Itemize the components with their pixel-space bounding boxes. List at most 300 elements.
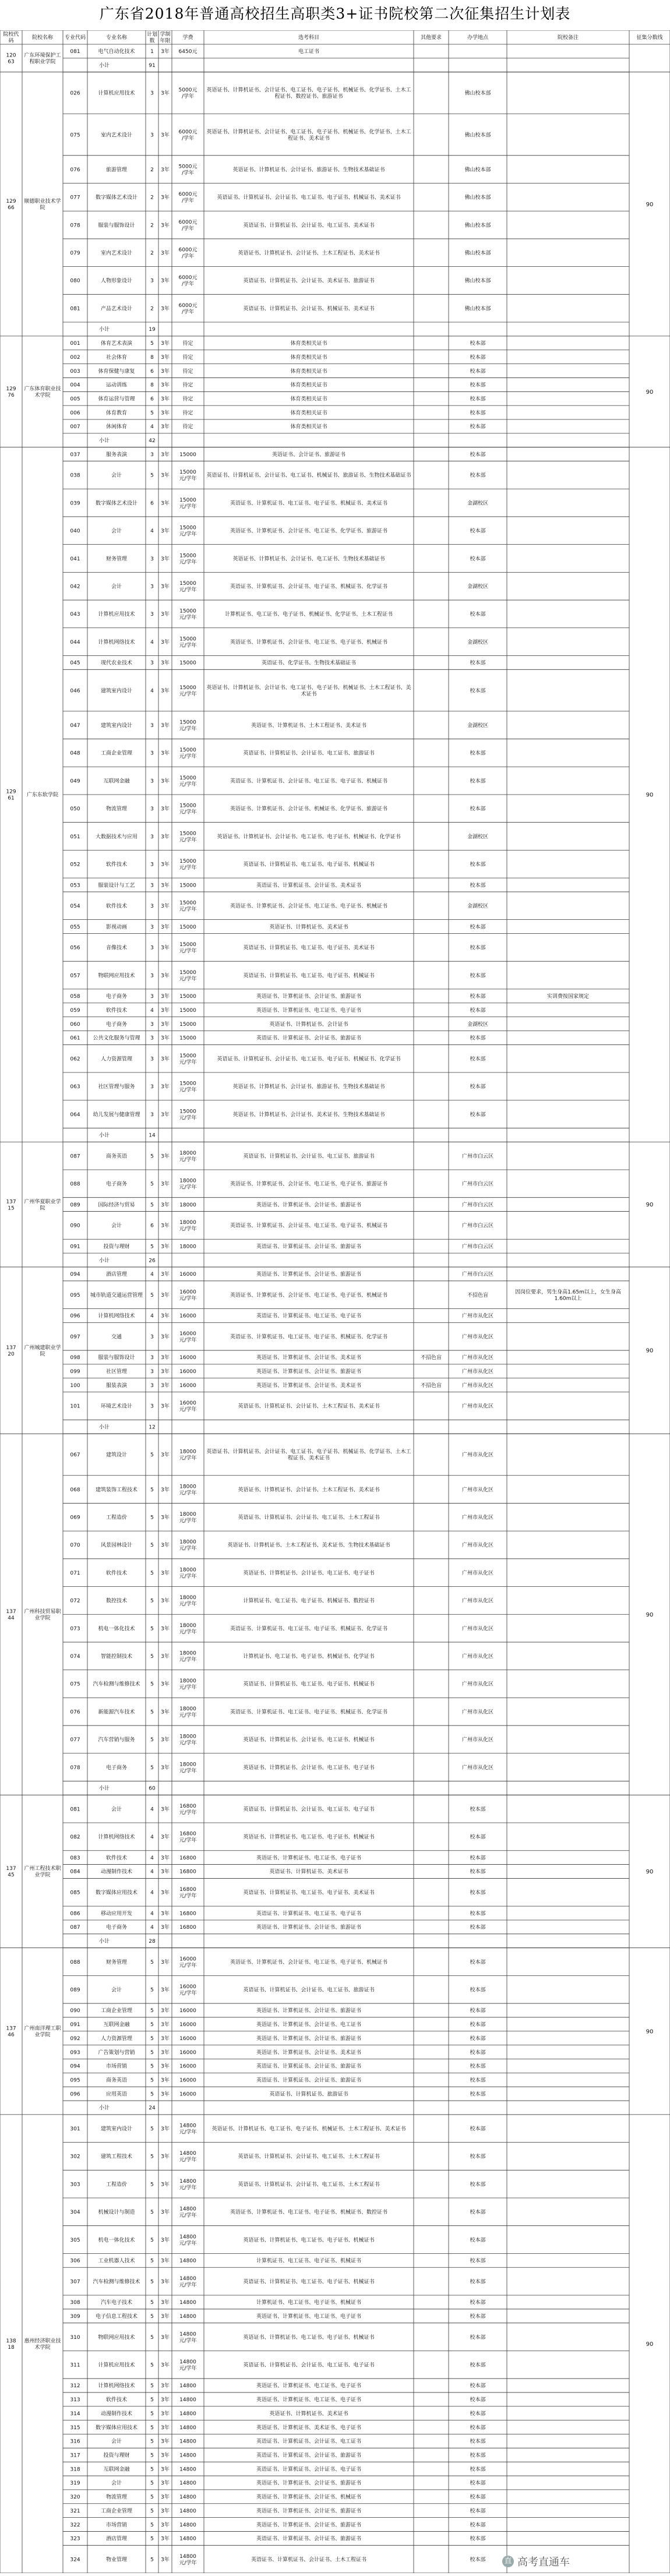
cell-place: 校本部 <box>470 2126 486 2132</box>
cell-place: 金湖校区 <box>467 500 489 507</box>
cell-plan: 5 <box>150 2237 154 2243</box>
cell-fee: 18000 <box>179 1202 196 1208</box>
cell-major: 国际经济与贸易 <box>98 1202 135 1208</box>
cell-fee: 15000 元/学年 <box>179 942 197 955</box>
cell-years: 3年 <box>161 2425 170 2431</box>
cell-fee: 16000 元/学年 <box>179 1331 197 1343</box>
cell-fee: 6450元 <box>178 49 198 55</box>
cell-major: 建筑设计 <box>105 1452 128 1459</box>
header-years: 学制年限 <box>160 31 171 44</box>
cell-fee: 14800 <box>179 2522 196 2528</box>
cell-major: 会计 <box>111 1223 122 1229</box>
cell-years: 3年 <box>161 1515 170 1521</box>
cell-subjects: 英语证书、计算机证书、会计证书、电工证书、电子证书、机械证书、化学证书、土木工程证书、数控证书、旅游证书 <box>206 87 411 100</box>
cell-place: 金湖校区 <box>467 722 489 729</box>
cell-subjects: 计算机证书、电工证书、电子证书、机械证书、化学证书、土木工程证书 <box>224 612 393 618</box>
cell-fee: 15000 元/学年 <box>179 747 197 760</box>
cell-plan: 4 <box>150 1911 154 1917</box>
cell-plan: 4 <box>150 1834 154 1841</box>
cell-major: 建筑室内设计 <box>100 2126 133 2132</box>
cell-plan: 5 <box>150 1959 154 1965</box>
cell-major: 服装与服饰设计 <box>98 223 135 229</box>
cell-major: 应用英语 <box>105 2091 128 2098</box>
header-major: 专业名称 <box>105 35 128 41</box>
cell-major: 会计 <box>111 584 122 590</box>
cell-plan: 3 <box>150 660 154 666</box>
subtotal-value: 12 <box>149 1424 156 1431</box>
subtotal-value: 91 <box>149 63 156 69</box>
cell-place: 校本部 <box>470 924 486 930</box>
cell-years: 3年 <box>161 1313 170 1319</box>
cell-years: 3年 <box>161 1452 170 1459</box>
cell-no: 321 <box>70 2508 80 2514</box>
cell-no: 088 <box>70 1959 80 1965</box>
cell-subjects: 英语证书、计算机证书、会计证书、电工证书 <box>256 2439 362 2445</box>
cell-place: 校本部 <box>470 973 486 979</box>
cell-major: 酒店管理 <box>105 2536 128 2542</box>
cell-years: 3年 <box>161 1153 170 1160</box>
cell-fee: 15000 元/学年 <box>179 858 197 871</box>
cell-fee: 18000 元/学年 <box>179 1567 197 1580</box>
cell-no: 097 <box>70 1334 80 1340</box>
cell-plan: 5 <box>150 2063 154 2070</box>
cell-subjects: 英语证书、计算机证书、会计证书、旅游证书 <box>256 1925 362 1931</box>
cell-place: 广州市从化区 <box>461 1452 494 1459</box>
cell-years: 3年 <box>161 2126 170 2132</box>
subtotal-value: 28 <box>149 1938 156 1945</box>
cell-major: 互联网金融 <box>103 778 130 785</box>
cell-place: 广州市从化区 <box>461 1654 494 1660</box>
cell-fee: 18000 元/学年 <box>179 1622 197 1635</box>
cell-subjects: 英语证书、计算机证书、电工证书、电子证书、机械证书 <box>243 2279 375 2285</box>
document-title: 广东省2018年普通高校招生高职类3+证书院校第二次征集招生计划表 <box>99 5 571 22</box>
cell-place: 广州市从化区 <box>461 1355 494 1361</box>
cell-subjects: 体育类相关证书 <box>290 424 327 430</box>
cell-subjects: 英语证书、计算机证书、电工证书、电子证书 <box>256 1911 362 1917</box>
cell-major: 物业管理 <box>105 2557 128 2563</box>
cell-place: 校本部 <box>470 862 486 868</box>
header-place: 办学地点 <box>467 35 489 41</box>
cell-place: 广州市从化区 <box>461 1487 494 1493</box>
cell-subjects: 英语证书、计算机证书、电工证书、电子证书、机械证书、化学证书 <box>230 1626 388 1632</box>
cell-years: 3年 <box>161 612 170 618</box>
cell-major: 机电一体化技术 <box>98 1626 135 1632</box>
cell-no: 026 <box>70 90 80 97</box>
cell-major: 互联网金融 <box>103 2022 130 2028</box>
cell-fee: 15000 元/学年 <box>179 803 197 816</box>
watermark: 直 高考直通车 <box>502 2554 570 2569</box>
cell-subjects: 英语证书、计算机证书、会计证书、电工证书、电子证书 <box>243 1570 375 1576</box>
cell-plan: 5 <box>150 2397 154 2404</box>
cell-no: 308 <box>70 2300 80 2306</box>
cell-major: 电子商务 <box>105 1021 128 1028</box>
cell-major: 人物形象设计 <box>100 278 133 284</box>
cell-major: 动漫制作技术 <box>100 2411 133 2417</box>
school-code: 137 15 <box>6 1199 16 1212</box>
cell-fee: 16000 <box>179 2022 196 2028</box>
cell-place: 佛山校本部 <box>464 195 491 201</box>
cell-place: 校本部 <box>470 2494 486 2501</box>
cell-years: 3年 <box>161 2494 170 2501</box>
cell-plan: 5 <box>150 1626 154 1632</box>
subtotal-label: 小计 <box>98 1132 110 1139</box>
cell-plan: 3 <box>150 451 154 458</box>
cell-years: 3年 <box>161 1084 170 1091</box>
cell-no: 056 <box>70 945 80 951</box>
cell-major: 音像技术 <box>105 945 128 951</box>
cell-place: 校本部 <box>470 2536 486 2542</box>
cell-years: 3年 <box>161 2049 170 2056</box>
cell-major: 数控技术 <box>105 1598 128 1604</box>
score-line: 90 <box>646 792 654 799</box>
cell-subjects: 英语证书、计算机证书、会计证书、电工证书、旅游证书 <box>243 1153 375 1160</box>
cell-place: 广州市从化区 <box>461 1765 494 1771</box>
cell-subjects: 英语证书、计算机证书、会计证书、旅游证书、生物技术基础证书 <box>232 167 385 173</box>
cell-plan: 5 <box>150 2536 154 2542</box>
cell-fee: 14800 <box>179 2494 196 2501</box>
cell-years: 3年 <box>161 1056 170 1063</box>
cell-no: 007 <box>70 424 80 430</box>
cell-fee: 16000 <box>179 1313 196 1319</box>
cell-years: 3年 <box>161 2480 170 2487</box>
cell-years: 3年 <box>161 167 170 173</box>
subtotal-label: 小计 <box>98 1424 110 1431</box>
cell-years: 3年 <box>161 223 170 229</box>
cell-subjects: 英语证书、计算机证书、会计证书、土木工程证书、美术证书 <box>238 1403 380 1410</box>
subtotal-label: 小计 <box>98 1938 110 1945</box>
cell-subjects: 英语证书、计算机证书、会计证书、旅游证书、生物技术基础证书 <box>232 1084 385 1091</box>
cell-fee: 18000 元/学年 <box>179 1706 197 1718</box>
cell-no: 310 <box>70 2334 80 2341</box>
cell-place: 校本部 <box>470 2035 486 2042</box>
cell-place: 校本部 <box>470 2258 486 2264</box>
cell-major: 数字媒体应用技术 <box>95 1890 138 1896</box>
cell-subjects: 英语证书、计算机证书、会计证书、电子证书、机械证书、化学证书 <box>230 584 388 590</box>
cell-years: 3年 <box>161 750 170 757</box>
cell-no: 006 <box>70 410 80 417</box>
cell-subjects: 英语证书、计算机证书、会计证书、电工证书、土木工程证书 <box>238 2154 380 2160</box>
cell-plan: 3 <box>150 1355 154 1361</box>
cell-major: 影视动画 <box>105 924 128 930</box>
cell-subjects: 英语证书、计算机证书、电工证书、电子证书 <box>256 2397 362 2404</box>
cell-plan: 3 <box>150 1021 154 1028</box>
cell-fee: 18000 元/学年 <box>179 1539 197 1552</box>
cell-years: 3年 <box>161 883 170 889</box>
cell-plan: 5 <box>150 2362 154 2369</box>
cell-fee: 14800 <box>179 2313 196 2320</box>
cell-no: 096 <box>70 1313 80 1319</box>
cell-fee: 15000 <box>179 1035 196 1042</box>
cell-major: 休闲体育 <box>105 424 128 430</box>
cell-no: 072 <box>70 1598 80 1604</box>
cell-place: 不招色盲 <box>467 1292 489 1298</box>
cell-years: 3年 <box>161 1181 170 1188</box>
cell-plan: 5 <box>150 341 154 347</box>
cell-years: 3年 <box>161 500 170 507</box>
cell-place: 校本部 <box>470 1959 486 1965</box>
cell-major: 会计 <box>111 2480 122 2487</box>
cell-fee: 15000 <box>179 924 196 930</box>
cell-place: 佛山校本部 <box>464 250 491 257</box>
cell-fee: 6000元/学年 <box>178 275 198 288</box>
cell-major: 电子信息工程技术 <box>95 2313 138 2320</box>
cell-plan: 5 <box>150 2466 154 2473</box>
cell-years: 3年 <box>161 250 170 257</box>
cell-years: 3年 <box>161 660 170 666</box>
cell-years: 3年 <box>161 1202 170 1208</box>
cell-years: 3年 <box>161 410 170 417</box>
cell-place: 校本部 <box>470 1834 486 1841</box>
cell-note: 因岗位要求，男生身高1.65m以上，女生身高 1.60m以上 <box>515 1289 621 1302</box>
cell-fee: 15000 <box>179 660 196 666</box>
cell-subjects: 英语证书、计算机证书、会计证书、旅游证书 <box>256 1272 362 1278</box>
cell-fee: 18000 元/学年 <box>179 1449 197 1462</box>
cell-place: 校本部 <box>470 2154 486 2160</box>
cell-place: 校本部 <box>470 2557 486 2563</box>
cell-major: 服装设计与工艺 <box>98 883 135 889</box>
cell-subjects: 体育类相关证书 <box>290 368 327 375</box>
cell-no: 309 <box>70 2313 80 2320</box>
cell-place: 校本部 <box>470 1084 486 1091</box>
school-name: 惠州经济职业技术学院 <box>24 2338 61 2351</box>
cell-subjects: 英语证书、计算机证书、电工证书、电子证书、机械证书 <box>243 2237 375 2243</box>
cell-place: 校本部 <box>470 2411 486 2417</box>
school-code: 120 63 <box>6 52 16 65</box>
cell-plan: 3 <box>150 750 154 757</box>
cell-no: 003 <box>70 368 80 375</box>
cell-years: 3年 <box>161 341 170 347</box>
cell-subjects: 英语证书、计算机证书、美术证书 <box>269 1869 348 1875</box>
cell-fee: 16800 元/学年 <box>179 1831 197 1844</box>
cell-no: 090 <box>70 1223 80 1229</box>
cell-years: 3年 <box>161 132 170 139</box>
cell-subjects: 英语证书、计算机证书、会计证书、旅游证书 <box>256 2522 362 2528</box>
cell-place: 金湖校区 <box>467 1021 489 1028</box>
cell-major: 移动应用开发 <box>100 1911 133 1917</box>
cell-no: 054 <box>70 904 80 910</box>
subtotal-label: 小计 <box>98 327 110 333</box>
cell-subjects: 英语证书、会计证书、旅游证书 <box>271 451 346 458</box>
cell-fee: 14800 元/学年 <box>179 2206 197 2219</box>
cell-major: 服务表演 <box>105 451 128 458</box>
cell-no: 084 <box>70 1869 80 1875</box>
cell-years: 3年 <box>161 639 170 645</box>
cell-fee: 15000 元/学年 <box>179 525 197 538</box>
cell-fee: 15000 <box>179 994 196 1000</box>
cell-fee: 16000 <box>179 1272 196 1278</box>
cell-place: 校本部 <box>470 2091 486 2098</box>
cell-fee: 15000 元/学年 <box>179 719 197 732</box>
cell-place: 校本部 <box>470 778 486 785</box>
cell-no: 068 <box>70 1487 80 1493</box>
cell-years: 3年 <box>161 2383 170 2390</box>
cell-place: 广州市白云区 <box>461 1153 494 1160</box>
cell-major: 软件技术 <box>105 1855 128 1861</box>
cell-major: 新能源汽车技术 <box>98 1709 135 1716</box>
cell-years: 3年 <box>161 1021 170 1028</box>
cell-subjects: 英语证书、计算机证书、会计证书、电工证书、电子证书、旅游证书 <box>230 1181 388 1188</box>
cell-years: 3年 <box>161 945 170 951</box>
cell-major: 财务管理 <box>105 1959 128 1965</box>
cell-fee: 15000 元/学年 <box>179 636 197 649</box>
cell-no: 101 <box>70 1403 80 1410</box>
cell-no: 304 <box>70 2210 80 2216</box>
cell-plan: 5 <box>150 1181 154 1188</box>
cell-fee: 15000 元/学年 <box>179 553 197 566</box>
cell-place: 校本部 <box>470 2397 486 2404</box>
cell-place: 校本部 <box>470 806 486 813</box>
cell-fee: 5000元/学年 <box>178 164 198 177</box>
cell-plan: 5 <box>150 2383 154 2390</box>
cell-major: 社区管理与服务 <box>98 1084 135 1091</box>
cell-plan: 5 <box>150 2334 154 2341</box>
cell-subjects: 英语证书、计算机证书、会计证书、旅游证书 <box>256 2453 362 2459</box>
cell-fee: 16800 <box>179 1911 196 1917</box>
cell-no: 311 <box>70 2362 80 2369</box>
cell-major: 物流管理 <box>105 2494 128 2501</box>
cell-major: 数字媒体艺术设计 <box>95 195 138 201</box>
cell-no: 322 <box>70 2522 80 2528</box>
cell-no: 087 <box>70 1153 80 1160</box>
cell-place: 金湖校区 <box>467 639 489 645</box>
cell-subjects: 英语证书、计算机证书、电工证书、电子证书、机械证书、土木工程证书、美术证书 <box>211 2126 406 2132</box>
cell-subjects: 英语证书、计算机证书、电工证书、电子证书、机械证书、化学证书 <box>230 1709 388 1716</box>
cell-place: 校本部 <box>470 2439 486 2445</box>
cell-req: 不招色盲 <box>420 1355 442 1361</box>
cell-subjects: 英语证书、计算机证书、会计证书、土木工程证书 <box>251 2557 367 2563</box>
cell-place: 广州市从化区 <box>461 1334 494 1340</box>
cell-place: 广州市白云区 <box>461 1223 494 1229</box>
cell-major: 城市轨道交通运营管理 <box>90 1292 143 1298</box>
cell-major: 计算机应用技术 <box>98 2362 135 2369</box>
cell-subjects: 英语证书、计算机证书、会计证书、旅游证书 <box>256 2536 362 2542</box>
cell-place: 金湖校区 <box>467 904 489 910</box>
cell-plan: 5 <box>150 2022 154 2028</box>
cell-plan: 5 <box>150 1737 154 1744</box>
cell-fee: 14800 <box>179 2466 196 2473</box>
cell-fee: 16000 元/学年 <box>179 1289 197 1302</box>
cell-place: 广州市从化区 <box>461 1709 494 1716</box>
cell-subjects: 电工证书 <box>298 49 320 55</box>
cell-fee: 16000 <box>179 1369 196 1375</box>
cell-no: 043 <box>70 612 80 618</box>
cell-plan: 4 <box>150 1313 154 1319</box>
cell-subjects: 英语证书、计算机证书、会计证书、电工证书、化学证书、旅游证书 <box>230 528 388 535</box>
cell-plan: 8 <box>150 382 154 389</box>
cell-years: 3年 <box>161 1834 170 1841</box>
cell-no: 320 <box>70 2494 80 2501</box>
cell-plan: 5 <box>150 2508 154 2514</box>
cell-subjects: 英语证书、计算机证书、会计证书、旅游证书 <box>256 2008 362 2014</box>
cell-fee: 18000 元/学年 <box>179 1220 197 1233</box>
cell-years: 3年 <box>161 1369 170 1375</box>
cell-years: 3年 <box>161 2154 170 2160</box>
cell-no: 047 <box>70 722 80 729</box>
cell-years: 3年 <box>161 1334 170 1340</box>
cell-plan: 3 <box>150 1056 154 1063</box>
cell-years: 3年 <box>161 1709 170 1716</box>
cell-plan: 5 <box>150 2035 154 2042</box>
cell-major: 智能控制技术 <box>100 1654 133 1660</box>
cell-no: 059 <box>70 1007 80 1014</box>
cell-no: 314 <box>70 2411 80 2417</box>
cell-major: 体育保健与康复 <box>98 368 135 375</box>
cell-subjects: 英语证书、计算机证书、会计证书、旅游证书 <box>256 1244 362 1250</box>
school-name: 广东东软学院 <box>26 792 59 799</box>
cell-years: 3年 <box>161 2035 170 2042</box>
cell-major: 商务英语 <box>105 2077 128 2084</box>
cell-place: 广州市白云区 <box>461 1202 494 1208</box>
cell-plan: 3 <box>150 862 154 868</box>
cell-place: 佛山校本部 <box>464 90 491 97</box>
cell-no: 075 <box>70 1681 80 1688</box>
cell-subjects: 英语证书、计算机证书、会计证书、电工证书、电子证书 <box>243 2362 375 2369</box>
header-no: 专业代码 <box>64 35 86 41</box>
cell-no: 083 <box>70 1855 80 1861</box>
cell-no: 090 <box>70 2008 80 2014</box>
cell-subjects: 英语证书、计算机证书、会计证书、旅游证书 <box>256 2077 362 2084</box>
cell-place: 校本部 <box>470 2182 486 2188</box>
cell-place: 校本部 <box>470 410 486 417</box>
cell-place: 金湖校区 <box>467 834 489 840</box>
cell-years: 3年 <box>161 1855 170 1861</box>
cell-no: 081 <box>70 49 80 55</box>
cell-plan: 3 <box>150 883 154 889</box>
cell-no: 089 <box>70 1202 80 1208</box>
cell-major: 市场营销 <box>105 2522 128 2528</box>
cell-place: 校本部 <box>470 2300 486 2306</box>
cell-subjects: 英语证书、计算机证书、会计证书、旅游证书 <box>256 2063 362 2070</box>
cell-subjects: 英语证书、计算机证书、电工证书、电子证书、机械证书 <box>243 1834 375 1841</box>
cell-fee: 14800 <box>179 2480 196 2487</box>
cell-major: 体育教育 <box>105 410 128 417</box>
score-line: 90 <box>646 2341 654 2348</box>
cell-fee: 15000 <box>179 451 196 458</box>
cell-years: 3年 <box>161 2091 170 2098</box>
cell-fee: 18000 元/学年 <box>179 1150 197 1163</box>
cell-years: 3年 <box>161 2008 170 2014</box>
cell-plan: 3 <box>150 584 154 590</box>
cell-major: 电气自动化技术 <box>98 49 135 55</box>
cell-place: 校本部 <box>470 612 486 618</box>
cell-years: 3年 <box>161 424 170 430</box>
cell-years: 3年 <box>161 1292 170 1298</box>
cell-plan: 6 <box>150 396 154 403</box>
cell-major: 体育艺术表演 <box>100 341 133 347</box>
cell-plan: 5 <box>150 2049 154 2056</box>
cell-fee: 16000 <box>179 2091 196 2098</box>
cell-years: 3年 <box>161 2300 170 2306</box>
cell-fee: 14800 <box>179 2425 196 2431</box>
cell-place: 佛山校本部 <box>464 306 491 312</box>
cell-no: 077 <box>70 1737 80 1744</box>
cell-no: 306 <box>70 2258 80 2264</box>
cell-plan: 5 <box>150 1765 154 1771</box>
cell-fee: 16000 元/学年 <box>179 1400 197 1413</box>
cell-fee: 16000 <box>179 2063 196 2070</box>
cell-subjects: 英语证书、计算机证书、会计证书、电工证书、电子证书、机械证书 <box>230 639 388 645</box>
cell-plan: 5 <box>150 2091 154 2098</box>
cell-subjects: 英语证书、计算机证书、会计证书、旅游证书 <box>256 2480 362 2487</box>
cell-fee: 16000 元/学年 <box>179 1984 197 1996</box>
cell-plan: 3 <box>150 945 154 951</box>
cell-plan: 5 <box>150 1709 154 1716</box>
cell-fee: 16000 <box>179 1382 196 1389</box>
cell-years: 3年 <box>161 973 170 979</box>
cell-fee: 6000元/学年 <box>178 219 198 232</box>
cell-major: 产品艺术设计 <box>100 306 133 312</box>
cell-place: 校本部 <box>470 2049 486 2056</box>
